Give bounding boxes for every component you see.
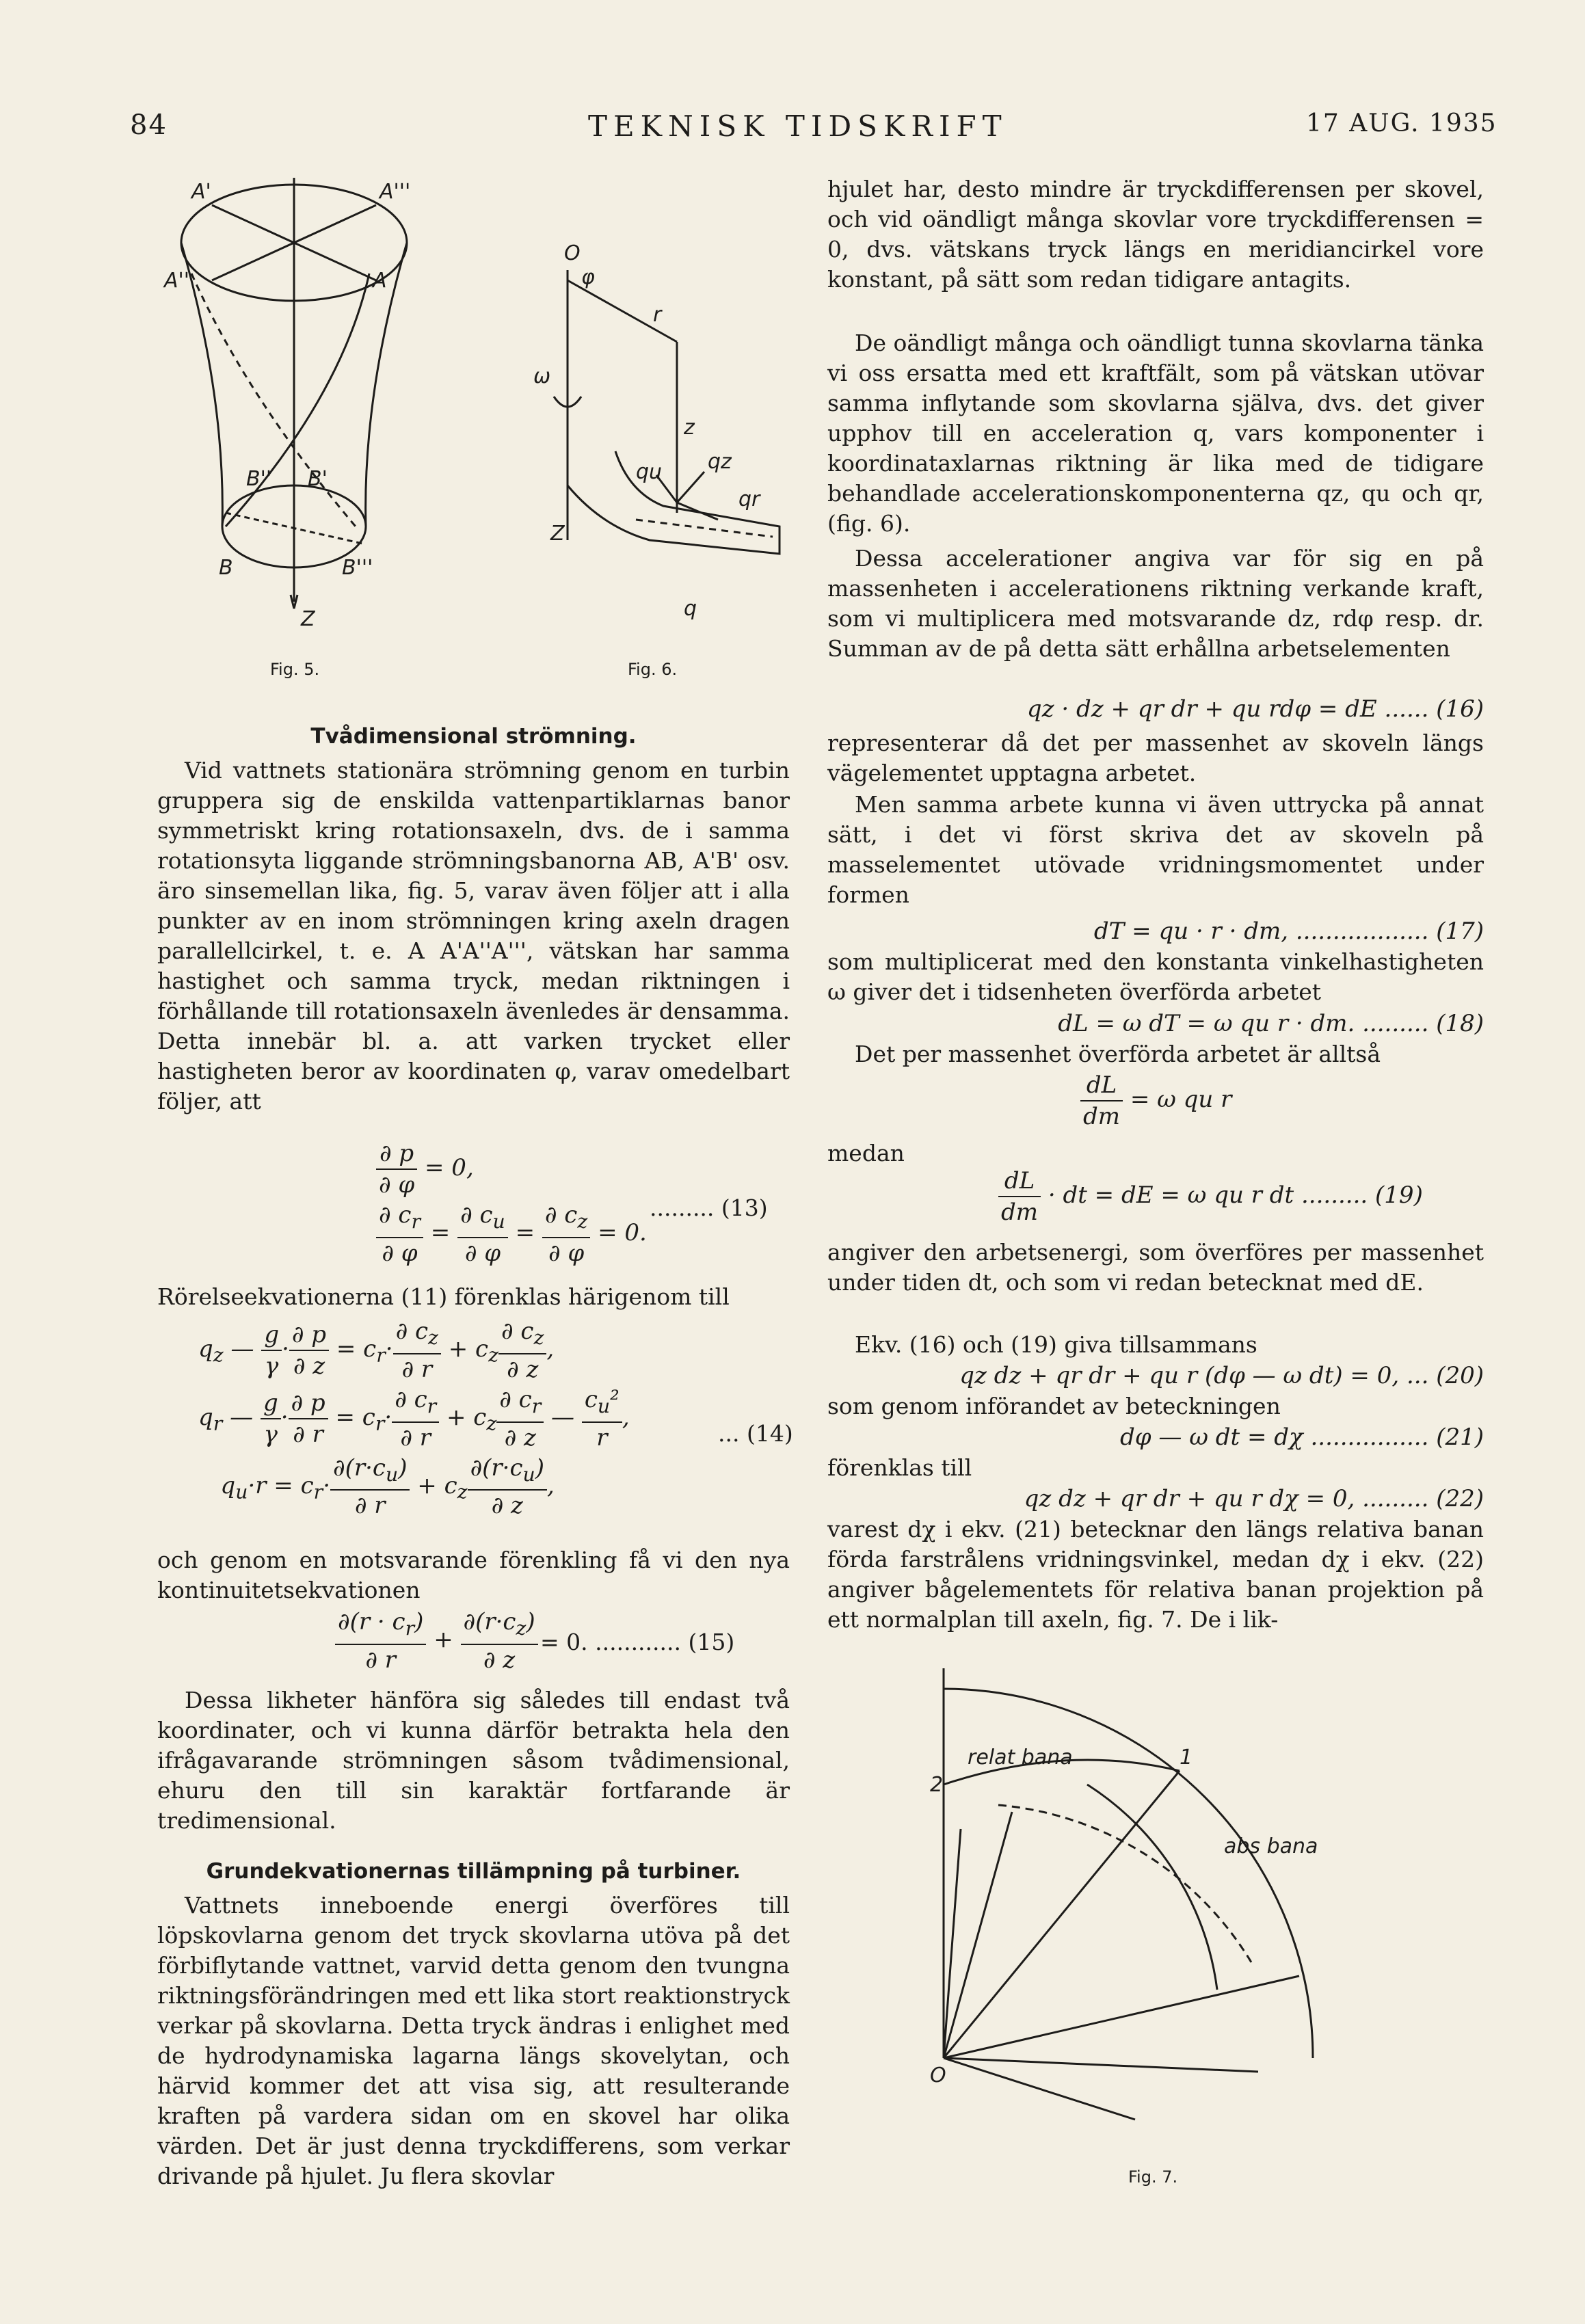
fig5-label-b3: B''' bbox=[342, 556, 373, 580]
fig6-label-qz: qz bbox=[708, 450, 732, 474]
text-after-eq22: varest dχ i ekv. (21) betecknar den längs relativa banan förda farstrålens vridningsvinkel, medan dχ i ekv. (22) angiver bågelementets för relativa banan projektion på ett normalplan till axeln, fig. 7. De i lik- bbox=[827, 1516, 1484, 1633]
fig7-label-o: O bbox=[930, 2063, 946, 2087]
left-paragraph-2: Dessa likheter hänföra sig således till endast två koordinater, och vi kunna därför betrakta hela den ifrågavarande strömningen såsom tvådimensional, ehuru den till sin karaktär fortfarande är tredimensional. bbox=[157, 1687, 790, 1834]
fig7-caption: Fig. 7. bbox=[1128, 2167, 1178, 2187]
fig5-label-b1: B' bbox=[308, 467, 328, 491]
page-number: 84 bbox=[130, 109, 168, 141]
equation-15: $\frac{\partial(r \cdot c_r)}{\partial r}$ + $\frac{\partial(r\cdot c_z)}{\partial z}$ bbox=[335, 1607, 538, 1675]
left-paragraph-1: Vid vattnets stationära strömning genom en turbin gruppera sig de enskilda vattenpartiklarnas banor symmetriskt kring rotationsaxeln, dvs. de i samma rotationsyta liggande strömningsbanorna AB, A'B' osv. äro sinsemellan lika, fig. 5, varav även följer att i alla punkter av en inom strömningen kring axeln dragen parallellcirkel, t. e. A A'A''A''', vätskan har samma hastighet och samma tryck, medan riktningen i förhållande till rotationsaxeln ävenledes är densamma. Detta innebär bl. a. att varken trycket eller hastigheten beror av koordinaten φ, varav omedelbart följer, att bbox=[157, 757, 790, 1114]
equation-dl-dm: $\frac{dL}{dm}$ = ω qu r bbox=[1080, 1070, 1231, 1132]
equation-21: dφ — ω dt = dχ ................ (21) bbox=[1120, 1424, 1484, 1451]
fig5-label-a: A bbox=[373, 269, 387, 293]
equation-13-number: ......... (13) bbox=[650, 1194, 768, 1221]
figure-5 bbox=[150, 171, 424, 636]
fig6-label-o: O bbox=[564, 241, 581, 265]
equation-22: qz dz + qr dr + qu r dχ = 0, ......... (22) bbox=[1024, 1485, 1484, 1512]
fig5-label-a1: A' bbox=[191, 180, 211, 204]
fig6-label-qr: qr bbox=[738, 487, 760, 511]
equation-16: qz · dz + qr dr + qu rdφ = dE ...... (16) bbox=[1026, 695, 1484, 723]
equation-19-rhs: · dt = dE = ω qu r dt ......... (19) bbox=[1048, 1181, 1423, 1209]
text-after-eq20: som genom införandet av beteckningen bbox=[827, 1393, 1281, 1419]
fig5-label-b2: B'' bbox=[246, 467, 272, 491]
fig5-label-z: Z bbox=[301, 607, 315, 631]
equation-14-number: ... (14) bbox=[718, 1420, 793, 1447]
figure-6 bbox=[513, 232, 800, 629]
fig6-label-r: r bbox=[653, 303, 662, 327]
heading-two-dimensional: Tvådimensional strömning. bbox=[310, 724, 637, 749]
equation-18: dL = ω dT = ω qu r · dm. ......... (18) bbox=[1058, 1010, 1484, 1037]
fig7-label-p1: 1 bbox=[1180, 1746, 1193, 1769]
fig5-caption: Fig. 5. bbox=[270, 660, 320, 679]
right-paragraph-1: hjulet har, desto mindre är tryckdifferensen per skovel, och vid oändligt många skovlar vore tryckdifferensen = 0, dvs. vätskans tryck längs en meridiancirkel vore konstant, på sätt som redan tidigare antagits. bbox=[827, 176, 1484, 293]
text-after-eq21: förenklas till bbox=[827, 1454, 972, 1481]
fig5-label-a3: A''' bbox=[379, 180, 411, 204]
text-after-eq14: och genom en motsvarande förenkling få vi den nya kontinuitetsekvationen bbox=[157, 1547, 790, 1603]
fig6-label-omega: ω bbox=[533, 364, 551, 388]
text-after-eq16: representerar då det per massenhet av skoveln längs vägelementet upptagna arbetet. bbox=[827, 730, 1484, 786]
text-after-eq13: Rörelseekvationerna (11) förenklas härigenom till bbox=[157, 1283, 730, 1310]
fig6-label-phi: φ bbox=[581, 265, 595, 289]
fig5-label-a2: A'' bbox=[164, 269, 190, 293]
text-after-eq19: angiver den arbetsenergi, som överföres per massenhet under tiden dt, och som vi redan betecknat med dE. bbox=[827, 1239, 1484, 1296]
fig7-label-p2: 2 bbox=[930, 1773, 944, 1797]
equation-13: $\frac{\partial p}{\partial \varphi}$ = 0, $\frac{\partial c_r}{\partial \varphi}$ = $\frac{\partial c_u}{\partial \varphi}$ = $\frac{\partial c_z}{\partial \varphi}$ = 0. bbox=[376, 1138, 647, 1268]
right-paragraph-4: Men samma arbete kunna vi även uttrycka på annat sätt, i det vi först skriva det av skoveln på masselementet utövade vridningsmomentet under formen bbox=[827, 791, 1484, 908]
fig6-label-z-small: z bbox=[684, 416, 695, 440]
text-after-eq18: Det per massenhet överförda arbetet är alltså bbox=[855, 1041, 1381, 1067]
fig6-caption: Fig. 6. bbox=[628, 660, 678, 679]
equation-17: dT = qu · r · dm, .................. (17) bbox=[1093, 918, 1484, 945]
issue-date: 17 AUG. 1935 bbox=[1306, 109, 1497, 137]
equation-14: $q_z$ — $\frac{g}{\gamma}$ · $\frac{\partial p}{\partial z}$ = $c_r\cdot$ $\frac{\partial c_z}{\partial r}$ + $c_z$ $\frac{\partial c_z}{\partial z}$ , $q_r$ — $\frac{g}{\gamma}$ · $\frac{\partial p}{\partial r}$ = $c_r\cdot$ $\frac{\partial c_r}{\partial r}$ + $c_z$ $\frac{\partial c_r}{\partial z}$ — $\frac{c_u^2}{r}$ , $q_u\cdot r = c_r\cdot$ $\frac{\partial(r\cdot c_u)}{\partial r}$ + $c_z$ $\frac{\partial(r\cdot c_u)}{\partial z}$ , bbox=[198, 1318, 630, 1520]
fig7-label-relbana: relat bana bbox=[968, 1746, 1073, 1769]
text-medan: medan bbox=[827, 1140, 905, 1166]
left-paragraph-3: Vattnets inneboende energi överföres till löpskovlarna genom det tryck skovlarna utöva på det förbiflytande vattnet, varvid detta genom den tvungna riktningsförändringen med ett lika stort reaktionstryck verkar på skovlarna. Detta tryck ändras i enlighet med de hydrodynamiska lagarna längs skovelytan, och härvid kommer det att visa sig, att resulterande kraften på vardera sidan om en skovel har olika värden. Det är just denna tryckdifferens, som verkar drivande på hjulet. Ju flera skovlar bbox=[157, 1892, 790, 2189]
fig5-label-b: B bbox=[219, 556, 233, 580]
fig7-label-absbana: abs bana bbox=[1224, 1834, 1318, 1858]
fig6-label-q: q bbox=[684, 597, 697, 621]
journal-title: TEKNISK TIDSKRIFT bbox=[588, 109, 1008, 143]
equation-dl-dm-rhs: = ω qu r bbox=[1130, 1086, 1232, 1113]
right-paragraph-2: De oändligt många och oändligt tunna skovlarna tänka vi oss ersatta med ett kraftfält, som på vätskan utövar samma inflytande som skovlarna själva, dvs. det giver upphov till en acceleration q, vars komponenter i koordinataxlarnas riktning är lika med de tidigare behandlade accelerationskomponenterna qz, qu och qr, (fig. 6). bbox=[827, 330, 1484, 537]
heading-application: Grundekvationernas tillämpning på turbiner. bbox=[206, 1859, 741, 1884]
fig6-label-qu: qu bbox=[636, 460, 663, 484]
fig6-label-z-big: Z bbox=[550, 522, 565, 546]
text-after-eq17: som multiplicerat med den konstanta vinkelhastigheten ω giver det i tidsenheten överförda arbetet bbox=[827, 948, 1484, 1005]
equation-19: $\frac{dL}{dm}$ · dt = dE = ω qu r dt ......... (19) bbox=[998, 1166, 1423, 1227]
text-after-eq19b: Ekv. (16) och (19) giva tillsammans bbox=[855, 1331, 1257, 1358]
figure-7 bbox=[930, 1648, 1368, 2140]
right-paragraph-3: Dessa accelerationer angiva var för sig en på massenheten i accelerationens riktning verkande kraft, som vi multiplicera med motsvarande dz, rdφ resp. dr. Summan av de på detta sätt erhållna arbetselementen bbox=[827, 545, 1484, 662]
equation-15-number: = 0. ............ (15) bbox=[540, 1629, 735, 1655]
equation-20: qz dz + qr dr + qu r (dφ — ω dt) = 0, ... (20) bbox=[959, 1362, 1484, 1389]
